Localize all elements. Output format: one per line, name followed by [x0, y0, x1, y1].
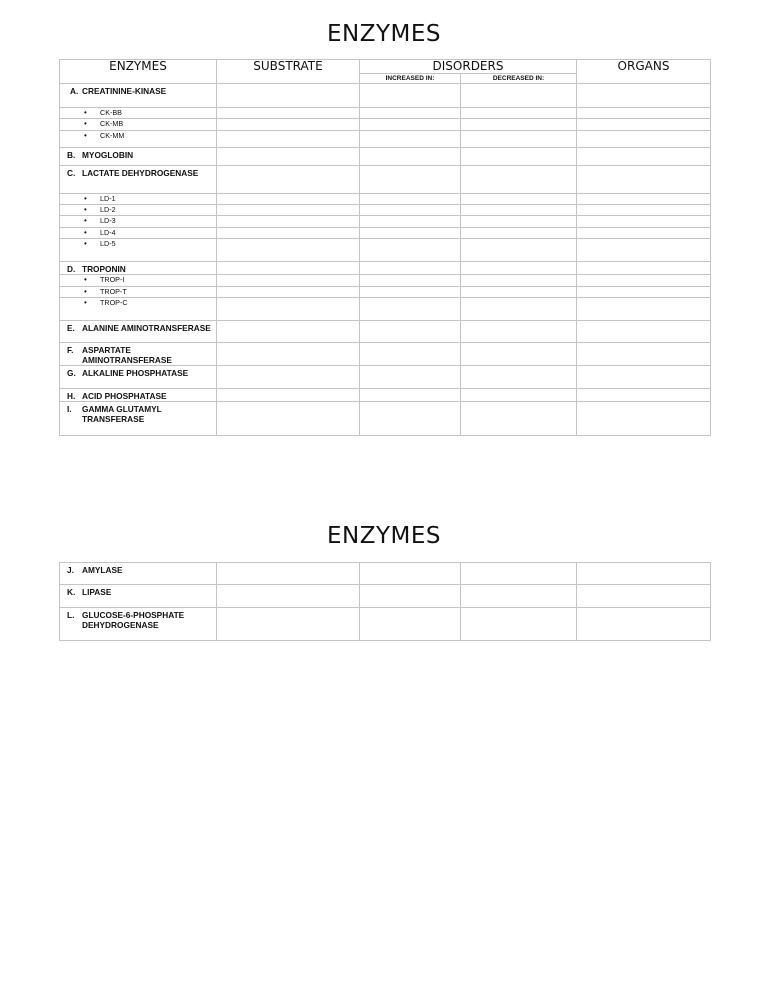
enzyme-name: CREATININE-KINASE [82, 86, 167, 96]
increased-cell[interactable] [360, 389, 461, 402]
decreased-cell[interactable] [461, 84, 577, 108]
bullet-icon: • [84, 194, 87, 203]
isoenzyme-name: LD-4 [100, 228, 116, 237]
increased-cell[interactable] [360, 194, 461, 205]
substrate-cell[interactable] [217, 389, 360, 402]
enzymes-table-2 [59, 562, 711, 641]
table-row [60, 205, 711, 216]
increased-cell[interactable] [360, 108, 461, 119]
enzyme-cell [60, 585, 217, 608]
substrate-cell[interactable] [217, 343, 360, 366]
table-row [60, 275, 711, 287]
decreased-cell[interactable] [461, 287, 577, 298]
enzyme-letter: B. [67, 150, 76, 160]
enzyme-item [60, 402, 216, 424]
decreased-cell[interactable] [461, 262, 577, 275]
isoenzyme-name: TROP-T [100, 287, 127, 296]
organs-cell[interactable] [577, 119, 711, 131]
increased-cell[interactable] [360, 298, 461, 321]
substrate-cell[interactable] [217, 402, 360, 436]
table-row [60, 166, 711, 194]
organs-cell[interactable] [577, 343, 711, 366]
table-row [60, 119, 711, 131]
increased-cell[interactable] [360, 287, 461, 298]
enzyme-cell [60, 389, 217, 402]
decreased-cell[interactable] [461, 585, 577, 608]
substrate-cell[interactable] [217, 84, 360, 108]
enzyme-cell [60, 262, 217, 275]
enzyme-letter: C. [67, 168, 76, 178]
substrate-cell[interactable] [217, 366, 360, 389]
enzyme-item [60, 148, 216, 160]
enzyme-cell [60, 216, 217, 228]
increased-cell[interactable] [360, 343, 461, 366]
table-row [60, 228, 711, 239]
decreased-cell[interactable] [461, 194, 577, 205]
increased-cell[interactable] [360, 119, 461, 131]
decreased-cell[interactable] [461, 166, 577, 194]
organs-cell[interactable] [577, 148, 711, 166]
table-row [60, 321, 711, 343]
bullet-icon: • [84, 239, 87, 248]
enzyme-name: GLUCOSE-6-PHOSPHATE DEHYDROGENASE [82, 610, 185, 630]
substrate-cell[interactable] [217, 275, 360, 287]
enzyme-name: ACID PHOSPHATASE [82, 391, 167, 401]
table-row [60, 262, 711, 275]
isoenzyme-item [60, 119, 216, 129]
enzyme-name: MYOGLOBIN [82, 150, 134, 160]
table-row [60, 343, 711, 366]
decreased-cell[interactable] [461, 205, 577, 216]
table-row [60, 287, 711, 298]
enzyme-letter: L. [67, 610, 75, 620]
enzyme-cell [60, 275, 217, 287]
increased-cell[interactable] [360, 262, 461, 275]
increased-cell[interactable] [360, 205, 461, 216]
enzyme-item [60, 84, 216, 96]
table-row [60, 608, 711, 641]
enzyme-cell [60, 194, 217, 205]
isoenzyme-item [60, 298, 216, 308]
bullet-icon: • [84, 228, 87, 237]
organs-cell[interactable] [577, 205, 711, 216]
enzyme-cell [60, 298, 217, 321]
substrate-cell[interactable] [217, 239, 360, 262]
enzyme-cell [60, 287, 217, 298]
substrate-cell[interactable] [217, 262, 360, 275]
organs-cell[interactable] [577, 84, 711, 108]
enzyme-name: LIPASE [82, 587, 112, 597]
isoenzyme-item [60, 239, 216, 249]
isoenzyme-item [60, 228, 216, 238]
enzymes-table-2-body [60, 563, 711, 641]
decreased-cell[interactable] [461, 131, 577, 148]
substrate-cell[interactable] [217, 298, 360, 321]
organs-cell[interactable] [577, 194, 711, 205]
isoenzyme-item [60, 216, 216, 226]
increased-cell[interactable] [360, 321, 461, 343]
enzyme-cell [60, 84, 217, 108]
enzyme-name: TROPONIN [82, 264, 126, 274]
table-row [60, 194, 711, 205]
organs-cell[interactable] [577, 239, 711, 262]
header-increased-in: INCREASED IN: [360, 74, 461, 84]
enzyme-item [60, 389, 216, 401]
organs-cell[interactable] [577, 366, 711, 389]
table-row [60, 84, 711, 108]
enzyme-cell [60, 563, 217, 585]
substrate-cell[interactable] [217, 205, 360, 216]
isoenzyme-item [60, 287, 216, 297]
header-organs: ORGANS [577, 60, 711, 84]
enzyme-letter: K. [67, 587, 76, 597]
substrate-cell[interactable] [217, 131, 360, 148]
table-row [60, 216, 711, 228]
organs-cell[interactable] [577, 287, 711, 298]
organs-cell[interactable] [577, 228, 711, 239]
header-decreased-in: DECREASED IN: [461, 74, 577, 84]
isoenzyme-name: TROP-I [100, 275, 125, 284]
isoenzyme-name: CK-BB [100, 108, 122, 117]
enzyme-item [60, 166, 216, 178]
substrate-cell[interactable] [217, 166, 360, 194]
enzyme-cell [60, 608, 217, 641]
substrate-cell[interactable] [217, 108, 360, 119]
isoenzyme-item [60, 108, 216, 118]
decreased-cell[interactable] [461, 402, 577, 436]
increased-cell[interactable] [360, 148, 461, 166]
decreased-cell[interactable] [461, 119, 577, 131]
increased-cell[interactable] [360, 216, 461, 228]
organs-cell[interactable] [577, 402, 711, 436]
isoenzyme-item [60, 205, 216, 215]
enzyme-cell [60, 166, 217, 194]
enzyme-item [60, 608, 216, 630]
organs-cell[interactable] [577, 585, 711, 608]
increased-cell[interactable] [360, 131, 461, 148]
organs-cell[interactable] [577, 262, 711, 275]
bullet-icon: • [84, 119, 87, 128]
enzyme-letter: J. [67, 565, 74, 575]
bullet-icon: • [84, 275, 87, 284]
isoenzyme-name: TROP-C [100, 298, 128, 307]
enzyme-item [60, 563, 216, 575]
substrate-cell[interactable] [217, 608, 360, 641]
organs-cell[interactable] [577, 298, 711, 321]
increased-cell[interactable] [360, 166, 461, 194]
enzyme-cell [60, 239, 217, 262]
table-row [60, 239, 711, 262]
enzyme-letter: E. [67, 323, 75, 333]
enzyme-letter: D. [67, 264, 76, 274]
substrate-cell[interactable] [217, 119, 360, 131]
decreased-cell[interactable] [461, 275, 577, 287]
increased-cell[interactable] [360, 608, 461, 641]
bullet-icon: • [84, 298, 87, 307]
table-row [60, 298, 711, 321]
decreased-cell[interactable] [461, 563, 577, 585]
isoenzyme-name: LD-5 [100, 239, 116, 248]
enzyme-name: ALANINE AMINOTRANSFERASE [82, 323, 211, 333]
increased-cell[interactable] [360, 563, 461, 585]
organs-cell[interactable] [577, 275, 711, 287]
decreased-cell[interactable] [461, 389, 577, 402]
enzyme-letter: H. [67, 391, 76, 401]
organs-cell[interactable] [577, 131, 711, 148]
enzyme-name: ASPARTATE AMINOTRANSFERASE [82, 345, 172, 365]
isoenzyme-name: LD-2 [100, 205, 116, 214]
table-row [60, 585, 711, 608]
enzyme-letter: I. [67, 404, 72, 414]
increased-cell[interactable] [360, 366, 461, 389]
enzyme-letter: F. [67, 345, 74, 355]
decreased-cell[interactable] [461, 608, 577, 641]
table-row [60, 366, 711, 389]
header-disorders: DISORDERS [360, 60, 577, 74]
enzyme-item [60, 262, 216, 274]
substrate-cell[interactable] [217, 585, 360, 608]
table-row [60, 131, 711, 148]
isoenzyme-item [60, 194, 216, 204]
organs-cell[interactable] [577, 216, 711, 228]
enzyme-name: LACTATE DEHYDROGENASE [82, 168, 199, 178]
substrate-cell[interactable] [217, 148, 360, 166]
substrate-cell[interactable] [217, 287, 360, 298]
table-row [60, 148, 711, 166]
enzyme-cell [60, 131, 217, 148]
enzymes-table-body [60, 84, 711, 436]
enzyme-item [60, 366, 216, 378]
header-substrate: SUBSTRATE [217, 60, 360, 84]
isoenzyme-name: CK-MB [100, 119, 124, 128]
substrate-cell[interactable] [217, 321, 360, 343]
isoenzyme-name: LD-1 [100, 194, 116, 203]
isoenzyme-name: CK-MM [100, 131, 125, 140]
bullet-icon: • [84, 108, 87, 117]
bullet-icon: • [84, 287, 87, 296]
enzyme-cell [60, 119, 217, 131]
decreased-cell[interactable] [461, 321, 577, 343]
decreased-cell[interactable] [461, 228, 577, 239]
enzyme-cell [60, 366, 217, 389]
decreased-cell[interactable] [461, 148, 577, 166]
substrate-cell[interactable] [217, 194, 360, 205]
organs-cell[interactable] [577, 108, 711, 119]
bullet-icon: • [84, 205, 87, 214]
decreased-cell[interactable] [461, 108, 577, 119]
decreased-cell[interactable] [461, 216, 577, 228]
decreased-cell[interactable] [461, 343, 577, 366]
enzyme-name: ALKALINE PHOSPHATASE [82, 368, 189, 378]
substrate-cell[interactable] [217, 563, 360, 585]
enzymes-table [59, 59, 711, 436]
substrate-cell[interactable] [217, 216, 360, 228]
decreased-cell[interactable] [461, 366, 577, 389]
enzyme-name: GAMMA GLUTAMYL TRANSFERASE [82, 404, 162, 424]
increased-cell[interactable] [360, 275, 461, 287]
table-row [60, 389, 711, 402]
table-row [60, 402, 711, 436]
organs-cell[interactable] [577, 608, 711, 641]
organs-cell[interactable] [577, 563, 711, 585]
decreased-cell[interactable] [461, 239, 577, 262]
organs-cell[interactable] [577, 389, 711, 402]
bullet-icon: • [84, 131, 87, 140]
increased-cell[interactable] [360, 84, 461, 108]
isoenzyme-name: LD-3 [100, 216, 116, 225]
enzyme-cell [60, 148, 217, 166]
enzyme-item [60, 321, 216, 333]
decreased-cell[interactable] [461, 298, 577, 321]
bullet-icon: • [84, 216, 87, 225]
table-row [60, 108, 711, 119]
enzyme-cell [60, 402, 217, 436]
isoenzyme-item [60, 131, 216, 141]
organs-cell[interactable] [577, 321, 711, 343]
page-title: ENZYMES [326, 21, 442, 47]
table-row [60, 563, 711, 585]
page-title-2: ENZYMES [326, 523, 442, 549]
enzyme-cell [60, 321, 217, 343]
enzyme-item [60, 585, 216, 597]
substrate-cell[interactable] [217, 228, 360, 239]
organs-cell[interactable] [577, 166, 711, 194]
enzyme-item [60, 343, 216, 365]
isoenzyme-item [60, 275, 216, 285]
enzyme-name: AMYLASE [82, 565, 123, 575]
enzyme-cell [60, 108, 217, 119]
increased-cell[interactable] [360, 402, 461, 436]
enzyme-letter: G. [67, 368, 76, 378]
enzyme-cell [60, 228, 217, 239]
header-enzymes: ENZYMES [60, 60, 217, 84]
enzyme-cell [60, 343, 217, 366]
increased-cell[interactable] [360, 585, 461, 608]
enzyme-letter: A. [70, 86, 79, 96]
increased-cell[interactable] [360, 239, 461, 262]
enzyme-cell [60, 205, 217, 216]
increased-cell[interactable] [360, 228, 461, 239]
